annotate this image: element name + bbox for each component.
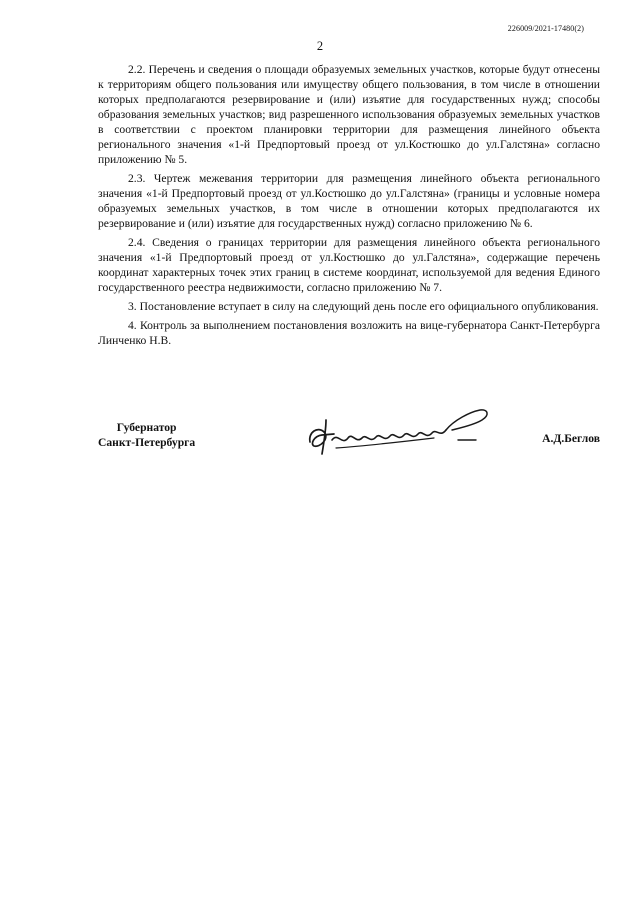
paragraph-2-4: 2.4. Сведения о границах территории для размещения линейного объекта регионального значения «1-й Предпортовый проезд от ул.Костюшко до ул.Галстяна», содержащие перечень координат характерных точек этих границ в системе координат, используемой для ведения Единого государственного реестра недвижимости, согласно приложению № 7.	[98, 236, 600, 294]
paragraph-2-3: 2.3. Чертеж межевания территории для размещения линейного объекта регионального значения «1-й Предпортовый проезд от ул.Костюшко до ул.Галстяна» (границы и условные номера образуемых земельных участков, в том числе в отношении которых предполагаются их резервирование и (или) изъятие для государственных нужд) согласно приложению № 6.	[98, 172, 600, 230]
page-number: 2	[316, 39, 324, 53]
document-body	[98, 62, 600, 352]
paragraph-2-2: 2.2. Перечень и сведения о площади образуемых земельных участков, которые будут отнесены к территориям общего пользования или имуществу общего пользования, в том числе в отношении которых предполагаются резервирование и (или) изъятие для государственных нужд; способы образования земельных участков; вид разрешенного использования образуемых земельных участков в соответствии с проектом планировки территории для размещения линейного объекта регионального значения «1-й Предпортовый проезд от ул.Костюшко до ул.Галстяна» согласно приложению № 5.	[98, 63, 600, 166]
signer-title-line1: Губернатор	[116, 421, 177, 434]
paragraph-4: 4. Контроль за выполнением постановления возложить на вице-губернатора Санкт-Петербурга Линченко Н.В.	[98, 319, 600, 347]
signer-title-line2: Санкт-Петербурга	[98, 436, 196, 449]
paragraph-3: 3. Постановление вступает в силу на следующий день после его официального опубликования.	[128, 300, 599, 313]
document-code: 226009/2021-17480(2)	[507, 24, 584, 33]
signer-title	[98, 420, 195, 450]
handwritten-signature	[304, 402, 494, 458]
signer-name: А.Д.Беглов	[542, 432, 600, 445]
